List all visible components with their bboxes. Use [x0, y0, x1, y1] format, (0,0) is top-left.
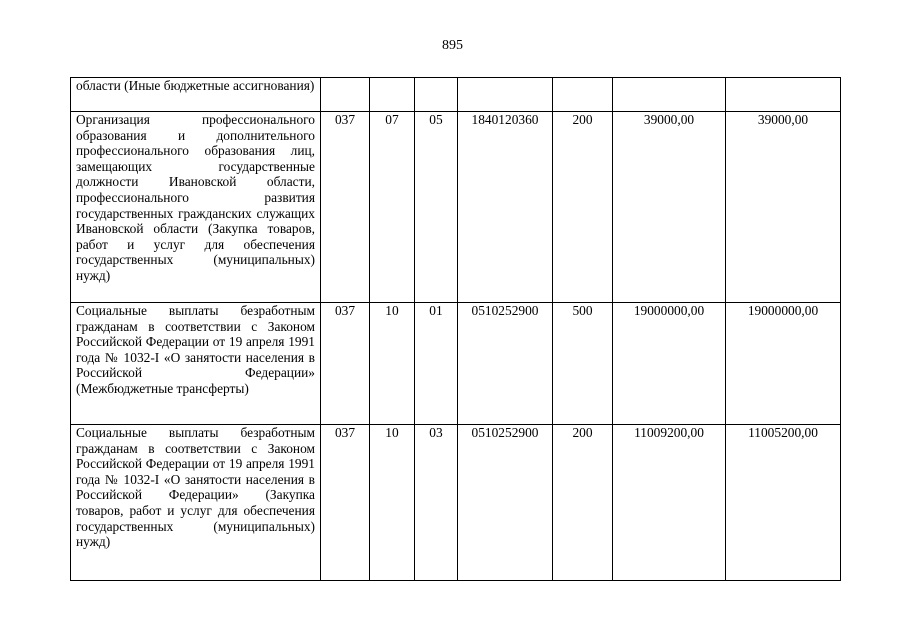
row-target-article: 0510252900 — [458, 425, 553, 581]
table-row — [71, 78, 841, 112]
row-expense-type: 500 — [553, 303, 613, 425]
row-ministry-code — [321, 78, 370, 112]
row-section-code: 10 — [370, 425, 415, 581]
row-ministry-code: 037 — [321, 112, 370, 303]
row-description: Социальные выплаты безработным гражданам в соответствии с Законом Российской Федерации от 19 апреля 1991 года № 1032-I «О занятости населения в Российской Федерации» (Межбюджетные трансферты) — [71, 303, 321, 425]
row-amount-1: 39000,00 — [613, 112, 726, 303]
row-amount-2: 19000000,00 — [726, 303, 841, 425]
row-subsection-code: 01 — [415, 303, 458, 425]
row-amount-1 — [613, 78, 726, 112]
row-section-code: 10 — [370, 303, 415, 425]
row-expense-type — [553, 78, 613, 112]
page-number: 895 — [442, 38, 463, 53]
table-row — [71, 112, 841, 303]
row-amount-2: 39000,00 — [726, 112, 841, 303]
row-target-article — [458, 78, 553, 112]
row-expense-type: 200 — [553, 112, 613, 303]
row-description: области (Иные бюджетные ассигнования) — [71, 78, 321, 112]
row-expense-type: 200 — [553, 425, 613, 581]
row-subsection-code: 03 — [415, 425, 458, 581]
budget-table — [70, 77, 841, 581]
row-ministry-code: 037 — [321, 425, 370, 581]
table-row — [71, 425, 841, 581]
row-description: Социальные выплаты безработным гражданам в соответствии с Законом Российской Федерации от 19 апреля 1991 года № 1032-I «О занятости населения в Российской Федерации» (Закупка товаров, работ и услуг для обеспечения государственных (муниципальных) нужд) — [71, 425, 321, 581]
row-amount-2 — [726, 78, 841, 112]
row-subsection-code: 05 — [415, 112, 458, 303]
row-description: Организация профессионального образования и дополнительного профессионального образования лиц, замещающих государственные должности Ивановской области, профессионального развития государственных гражданских служащих Ивановской области (Закупка товаров, работ и услуг для обеспечения государственных (муниципальных) нужд) — [71, 112, 321, 303]
row-section-code — [370, 78, 415, 112]
row-ministry-code: 037 — [321, 303, 370, 425]
row-subsection-code — [415, 78, 458, 112]
row-amount-2: 11005200,00 — [726, 425, 841, 581]
row-amount-1: 11009200,00 — [613, 425, 726, 581]
row-target-article: 0510252900 — [458, 303, 553, 425]
row-section-code: 07 — [370, 112, 415, 303]
row-target-article: 1840120360 — [458, 112, 553, 303]
table-row — [71, 303, 841, 425]
row-amount-1: 19000000,00 — [613, 303, 726, 425]
